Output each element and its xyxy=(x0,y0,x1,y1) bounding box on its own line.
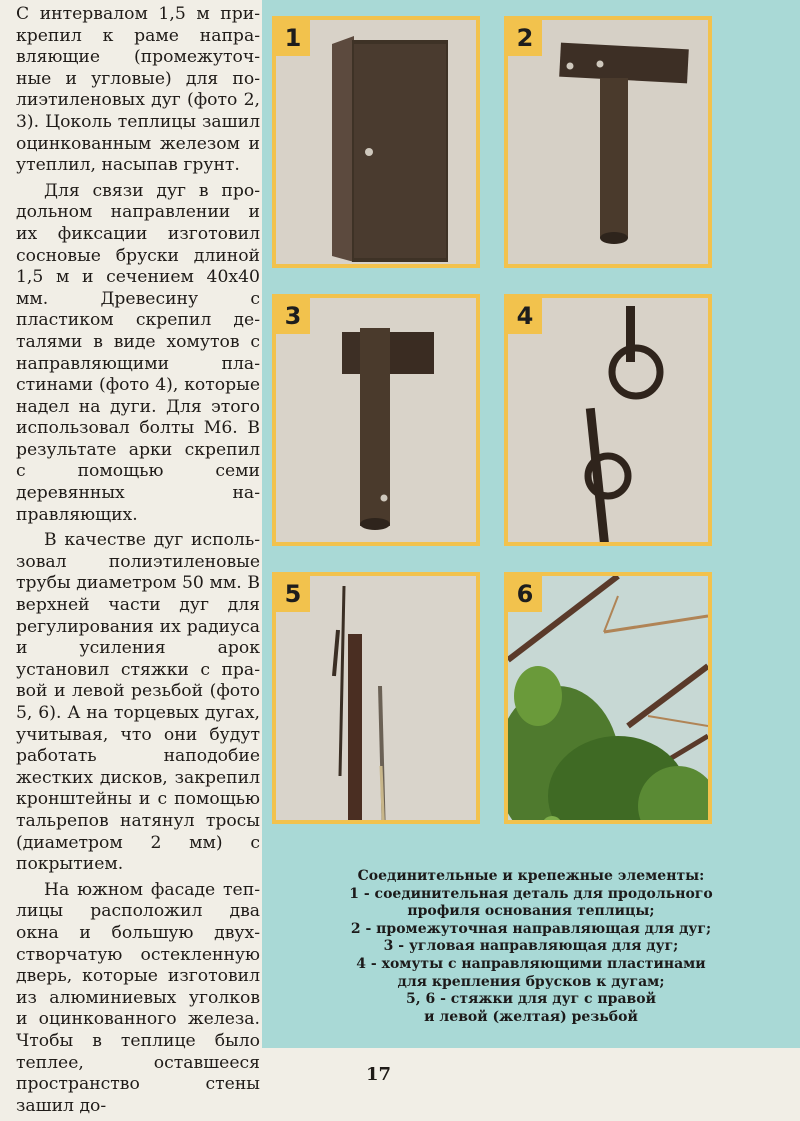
photo-number: 3 xyxy=(276,298,310,334)
photo-number: 4 xyxy=(508,298,542,334)
corner-guide-image xyxy=(276,298,476,542)
caption-line: и левой (желтая) резьбой xyxy=(424,1008,638,1025)
article-paragraph: С интервалом 1,5 м прикрепил к раме направляющие (промежуточные и угловые) для полиэтиленовых дуг (фото 2, 3). Цоколь теплицы зашил оцинкованным железом и утеплил, насыпав грунт. xyxy=(16,4,260,176)
tensioners-image xyxy=(276,576,476,824)
caption-line: 1 - соединительная деталь для продольного xyxy=(349,885,713,902)
photo-number: 6 xyxy=(508,576,542,612)
photo-panel xyxy=(262,0,800,1048)
photo-number: 5 xyxy=(276,576,310,612)
intermediate-guide-image xyxy=(508,20,708,264)
caption-line: 3 - угловая направляющая для дуг; xyxy=(383,938,679,955)
caption-line: 4 - хомуты с направляющими пластинами xyxy=(356,955,706,972)
article-column xyxy=(16,4,260,1121)
article-paragraph: В качестве дуг использовал полиэтиленовые трубы диаметром 50 мм. В верхней части дуг для регулирования их радиуса и усиления арок установил стяжки с правой и левой резьбой (фото 5, 6). А на торцевых дугах, учитывая, что они будут работать наподобие жестких дисков, закрепил кронштейны и с помощью тальрепов натянул тросы (диаметром 2 мм) с покрытием. xyxy=(16,530,260,875)
photo-2 xyxy=(504,16,712,268)
photo-number: 2 xyxy=(508,20,542,56)
caption-line: 2 - промежуточная направляющая для дуг; xyxy=(350,920,712,937)
photo-6 xyxy=(504,572,712,824)
caption-line: 5, 6 - стяжки для дуг с правой xyxy=(406,991,656,1008)
clamps-image xyxy=(508,298,708,542)
caption-line: для крепления брусков к дугам; xyxy=(397,973,665,990)
photo-4 xyxy=(504,294,712,546)
caption-line: профиля основания теплицы; xyxy=(407,903,655,920)
greenhouse-tensioners-image xyxy=(508,576,708,824)
page-number: 17 xyxy=(366,1064,392,1085)
caption-line: Соединительные и крепежные элементы: xyxy=(357,868,705,884)
photo-number: 1 xyxy=(276,20,310,56)
photo-5 xyxy=(272,572,480,824)
photo-3 xyxy=(272,294,480,546)
article-paragraph: Для связи дуг в продольном направлении и их фиксации изготовил сосновые бруски длиной 1,5 м и сечением 40х40 мм. Древесину с пластиком скрепил деталями в виде хомутов с направляющими пластинами (фото 4), которые надел на дуги. Для этого использовал болты М6. В результате арки скрепил с помощью семи деревянных направляющих. xyxy=(16,180,260,525)
photo-1 xyxy=(272,16,480,268)
photo-caption xyxy=(262,868,800,1026)
connector-part-image xyxy=(276,20,476,264)
article-paragraph: На южном фасаде теплицы расположил два окна и большую двухстворчатую остекленную дверь, которые изготовил из алюминиевых уголков и оцинкованного железа. Чтобы в теплице было теплее, оставшееся пространство стены зашил до- xyxy=(16,879,260,1116)
